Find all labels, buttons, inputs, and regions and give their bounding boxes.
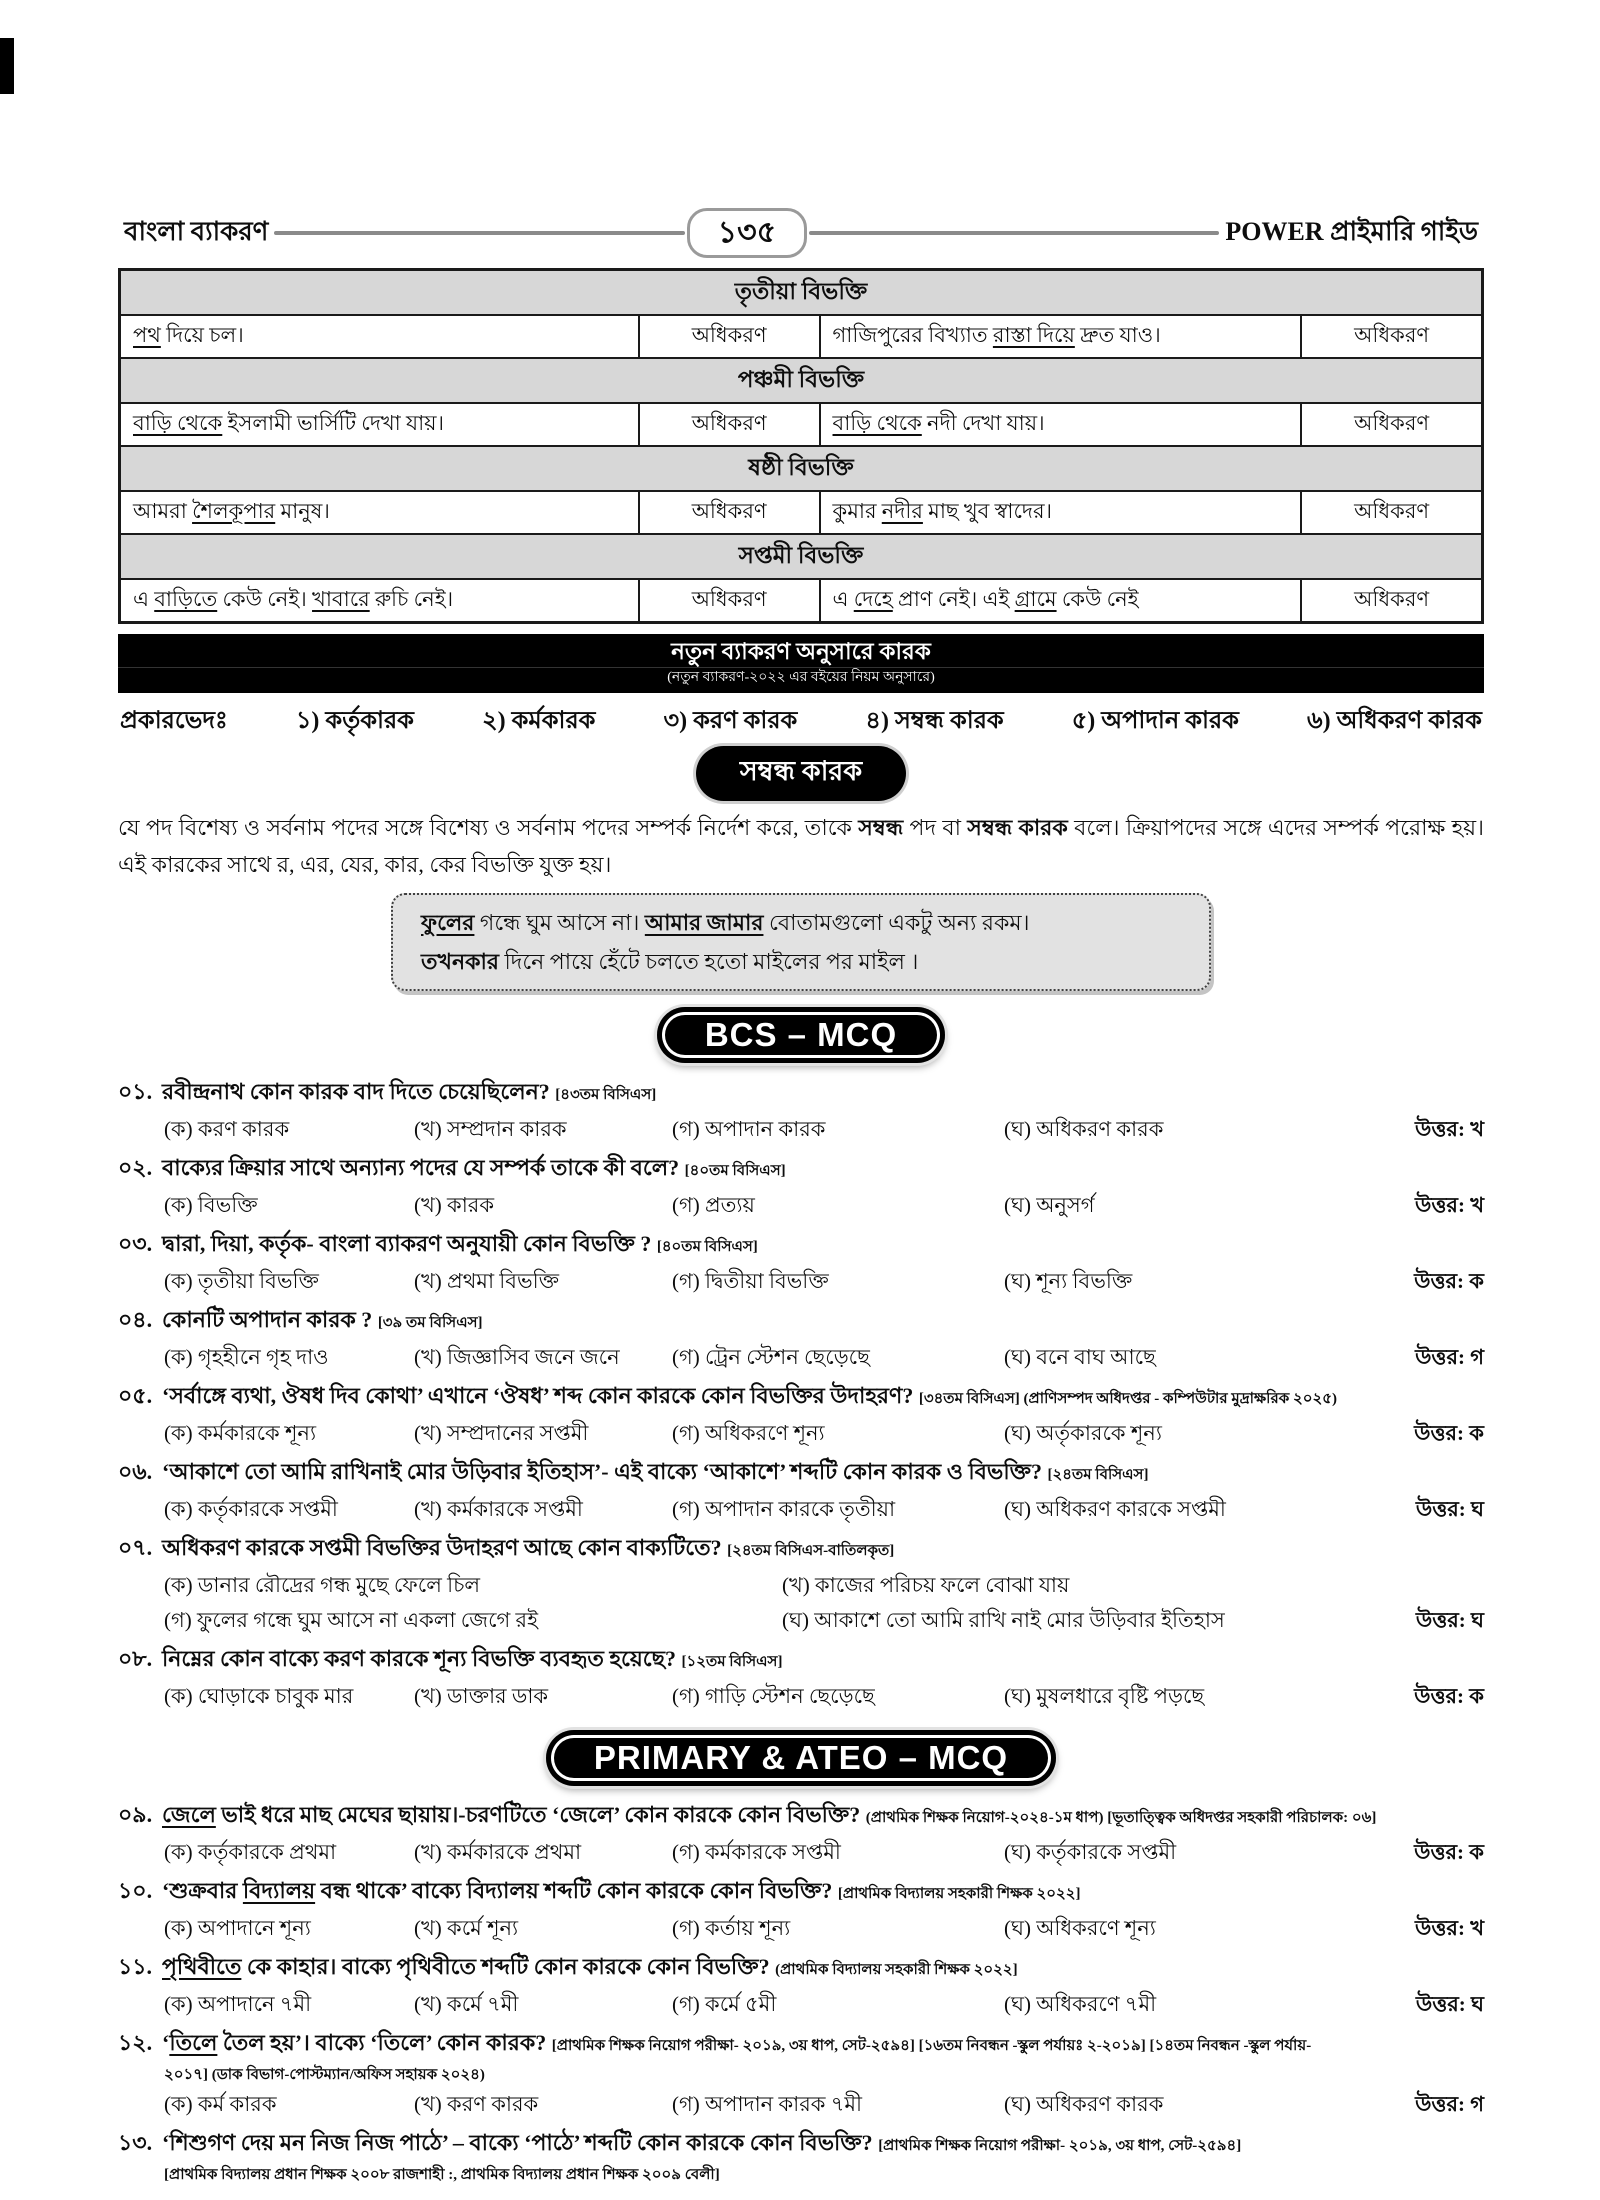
question-text: দ্বারা, দিয়া, কর্তৃক- বাংলা ব্যাকরণ অনুযায়ী কোন বিভক্তি ? (162, 1231, 652, 1256)
option-ka: (ক) বিভক্তি (164, 1193, 258, 1217)
option-ga: (গ) কর্মকারকে সপ্তমী (672, 1840, 841, 1864)
option-ka: (ক) অপাদানে ৭মী (164, 1992, 312, 2016)
option-ka: (ক) অপাদানে শূন্য (164, 1916, 311, 1940)
chapter-title: বাংলা ব্যাকরণ (124, 217, 269, 246)
option-kha: (খ) কর্মকারকে সপ্তমী (414, 1497, 583, 1521)
question-ref: [১২তম বিসিএস] (681, 1654, 783, 1670)
table-section-header: পঞ্চমী বিভক্তি (120, 358, 1483, 403)
question-text: অধিকরণ কারকে সপ্তমী বিভক্তির উদাহরণ আছে কোন বাক্যটিতে? (162, 1535, 722, 1560)
table-cell: এ বাড়িতে কেউ নেই। খাবারে রুচি নেই। (120, 579, 639, 623)
question-number: ০১. (118, 1079, 153, 1104)
option-ka: (ক) কর্তৃকারকে প্রথমা (164, 1840, 337, 1864)
answer: উত্তর: ক (1414, 1269, 1484, 1293)
option-gha: (ঘ) অধিকরণ কারকে সপ্তমী (1004, 1497, 1226, 1521)
option-kha: (খ) কর্মকারকে প্রথমা (414, 1840, 582, 1864)
option-kha: (খ) জিজ্ঞাসিব জনে জনে (414, 1345, 620, 1369)
option-gha: (ঘ) শূন্য বিভক্তি (1004, 1269, 1133, 1293)
options-row (118, 1492, 1484, 1527)
option-ka: (ক) তৃতীয়া বিভক্তি (164, 1269, 319, 1293)
option-ga: (গ) অপাদান কারকে তৃতীয়া (672, 1497, 896, 1521)
question-ref: [২৪তম বিসিএস] (1047, 1467, 1149, 1483)
question-line (118, 2126, 1484, 2163)
question-ref: [৩৯ তম বিসিএস] (377, 1315, 483, 1331)
answer: উত্তর: ঘ (1415, 1497, 1484, 1521)
option-ga: (গ) প্রত্যয় (672, 1193, 755, 1217)
option-ga: (গ) অধিকরণে শূন্য (672, 1421, 825, 1445)
question-ref-line2: [প্রাথমিক বিদ্যালয় প্রধান শিক্ষক ২০০৮ রাজশাহী :, প্রাথমিক বিদ্যালয় প্রধান শিক্ষক ২০০৯ বেলী] (164, 2167, 720, 2183)
question-line (118, 1151, 1484, 1188)
header-rule-right (809, 231, 1219, 235)
table-cell: অধিকরণ (639, 491, 820, 534)
option-gha: (ঘ) অনুসর্গ (1004, 1193, 1095, 1217)
table-cell: কুমার নদীর মাছ খুব স্বাদের। (820, 491, 1302, 534)
option-kha: (খ) কর্মে শূন্য (414, 1916, 519, 1940)
table-cell: বাড়ি থেকে ইসলামী ভার্সিটি দেখা যায়। (120, 403, 639, 446)
table-cell: বাড়ি থেকে নদী দেখা যায়। (820, 403, 1302, 446)
options-row (118, 1911, 1484, 1946)
option-kha: (খ) কারক (414, 1193, 495, 1217)
table-section-header: সপ্তমী বিভক্তি (120, 534, 1483, 579)
question-number: ০২. (118, 1155, 153, 1180)
option-ka: (ক) ঘোড়াকে চাবুক মার (164, 1684, 354, 1708)
option-gha: (ঘ) আকাশে তো আমি রাখি নাই মোর উড়িবার ইতিহাস (782, 1608, 1225, 1632)
example-line: তখনকার দিনে পায়ে হেঁটে চলতে হতো মাইলের পর মাইল । (421, 949, 919, 974)
options-row (118, 1416, 1484, 1451)
question-ref: [৩৪তম বিসিএস] (প্রাণিসম্পদ অধিদপ্তর - কম্পিউটার মুদ্রাক্ষরিক ২০২৫) (918, 1391, 1337, 1407)
question-number: ১১. (118, 1954, 153, 1979)
table-cell: পথ দিয়ে চল। (120, 315, 639, 358)
table-cell: অধিকরণ (1301, 579, 1482, 623)
option-gha: (ঘ) অধিকরণ কারক (1004, 2092, 1164, 2116)
option-ka: (ক) কর্তৃকারকে সপ্তমী (164, 1497, 338, 1521)
question-text: কোনটি অপাদান কারক ? (162, 1307, 373, 1332)
table-cell: অধিকরণ (639, 403, 820, 446)
option-ga: (গ) গাড়ি স্টেশন ছেড়েছে (672, 1684, 875, 1708)
karok-type-item: ৫) অপাদান কারক (1071, 708, 1239, 734)
option-gha: (ঘ) বনে বাঘ আছে (1004, 1345, 1156, 1369)
karok-types-line (120, 702, 1482, 742)
page-content (118, 208, 1484, 2191)
types-label: প্রকারভেদঃ (120, 708, 228, 734)
question-text: ‘সর্বাঙ্গে ব্যথা, ঔষধ দিব কোথা’ এখানে ‘ঔষধ’ শব্দ কোন কারকে কোন বিভক্তির উদাহরণ? (162, 1383, 914, 1408)
option-kha: (খ) সম্প্রদানের সপ্তমী (414, 1421, 589, 1445)
question (118, 1531, 1484, 1638)
options-row (118, 1603, 1484, 1638)
question (118, 2026, 1484, 2122)
question-line (118, 1303, 1484, 1340)
answer: উত্তর: খ (1415, 1916, 1484, 1940)
example-box (391, 893, 1211, 991)
option-ga: (গ) ফুলের গন্ধে ঘুম আসে না একলা জেগে রই (164, 1608, 539, 1632)
table-cell: গাজিপুরের বিখ্যাত রাস্তা দিয়ে দ্রুত যাও। (820, 315, 1302, 358)
answer: উত্তর: খ (1415, 1193, 1484, 1217)
question-text: ‘তিলে তৈল হয়’। বাক্যে ‘তিলে’ কোন কারক? (162, 2030, 547, 2055)
question-text: পৃথিবীতে কে কাহার। বাক্যে পৃথিবীতে শব্দটি কোন কারকে কোন বিভক্তি? (162, 1954, 770, 1979)
question-number: ০৯. (118, 1802, 153, 1827)
question-ref-line2: ২০১৭] (ডাক বিভাগ-পোস্টম্যান/অফিস সহায়ক ২০২৪) (164, 2067, 485, 2083)
bcs-mcq-badge: BCS – MCQ (657, 1007, 945, 1063)
option-gha: (ঘ) কর্তৃকারকে সপ্তমী (1004, 1840, 1177, 1864)
options-row (118, 1835, 1484, 1870)
option-ga: (গ) দ্বিতীয়া বিভক্তি (672, 1269, 829, 1293)
question-ref: [৪৩তম বিসিএস] (555, 1087, 657, 1103)
answer: উত্তর: খ (1415, 1117, 1484, 1141)
option-ga: (গ) অপাদান কারক ৭মী (672, 2092, 863, 2116)
question (118, 1798, 1484, 1870)
table-cell: অধিকরণ (639, 315, 820, 358)
options-row (118, 1264, 1484, 1299)
primary-question-list (118, 1798, 1484, 2187)
question-number: ০৫. (118, 1383, 153, 1408)
karok-type-item: ২) কর্মকারক (481, 708, 596, 734)
book-title: POWER প্রাইমারি গাইড (1225, 217, 1478, 246)
option-ka: (ক) কর্ম কারক (164, 2092, 277, 2116)
question-ref: [৪০তম বিসিএস] (684, 1163, 786, 1179)
question-line (118, 1642, 1484, 1679)
question-text: নিম্নের কোন বাক্যে করণ কারকে শূন্য বিভক্তি ব্যবহৃত হয়েছে? (162, 1646, 676, 1671)
table-cell: আমরা শৈলকূপার মানুষ। (120, 491, 639, 534)
question (118, 1874, 1484, 1946)
question (118, 1455, 1484, 1527)
table-cell: এ দেহে প্রাণ নেই। এই গ্রামে কেউ নেই (820, 579, 1302, 623)
option-kha: (খ) কাজের পরিচয় ফলে বোঝা যায় (782, 1573, 1070, 1597)
question-ref: [প্রাথমিক শিক্ষক নিয়োগ পরীক্ষা- ২০১৯, ৩য় ধাপ, সেট-২৫৯৪] (878, 2138, 1242, 2154)
page-header (118, 208, 1484, 258)
question-ref: [৪০তম বিসিএস] (656, 1239, 758, 1255)
table-cell: অধিকরণ (1301, 491, 1482, 534)
question-number: ০৭. (118, 1535, 153, 1560)
options-row (118, 1188, 1484, 1223)
option-ka: (ক) করণ কারক (164, 1117, 290, 1141)
question-line (118, 1227, 1484, 1264)
question-line (118, 1950, 1484, 1987)
banner-title: নতুন ব্যাকরণ অনুসারে কারক (671, 639, 931, 664)
answer: উত্তর: ক (1414, 1840, 1484, 1864)
question-ref: (প্রাথমিক বিদ্যালয় সহকারী শিক্ষক ২০২২] (775, 1962, 1018, 1978)
answer: উত্তর: ক (1414, 1684, 1484, 1708)
question (118, 1227, 1484, 1299)
scan-artifact (0, 38, 14, 94)
question-line (118, 1874, 1484, 1911)
option-ka: (ক) কর্মকারকে শূন্য (164, 1421, 317, 1445)
question-number: ১৩. (118, 2130, 153, 2155)
options-row (118, 1340, 1484, 1375)
option-kha: (খ) ডাক্তার ডাক (414, 1684, 549, 1708)
question-number: ০৮. (118, 1646, 153, 1671)
option-gha: (ঘ) অর্তৃকারকে শূন্য (1004, 1421, 1162, 1445)
definition-paragraph: যে পদ বিশেষ্য ও সর্বনাম পদের সঙ্গে বিশেষ্য ও সর্বনাম পদের সম্পর্ক নির্দেশ করে, তাকে সম্বন্ধ পদ বা সম্বন্ধ কারক বলে। ক্রিয়াপদের সঙ্গে এদের সম্পর্ক পরোক্ষ হয়। এই কারকের সাথে র, এর, যের, কার, কের বিভক্তি যুক্ত হয়। (118, 815, 1484, 877)
question-line (118, 1455, 1484, 1492)
question (118, 1950, 1484, 2022)
question-number: ০৪. (118, 1307, 153, 1332)
table-cell: অধিকরণ (1301, 403, 1482, 446)
answer: উত্তর: গ (1415, 1345, 1484, 1369)
options-row (118, 1987, 1484, 2022)
question-text: ‘শিশুগণ দেয় মন নিজ নিজ পাঠে’ – বাক্যে ‘পাঠে’ শব্দটি কোন কারকে কোন বিভক্তি? (162, 2130, 873, 2155)
option-ka: (ক) গৃহহীনে গৃহ দাও (164, 1345, 329, 1369)
karok-type-item: ৪) সম্বন্ধ কারক (865, 708, 1004, 734)
option-ga: (গ) ট্রেন স্টেশন ছেড়েছে (672, 1345, 870, 1369)
table-section-header: ষষ্ঠী বিভক্তি (120, 446, 1483, 491)
table-cell: অধিকরণ (639, 579, 820, 623)
question-ref: (প্রাথমিক শিক্ষক নিয়োগ-২০২৪-১ম ধাপ) [ভূতাত্ত্বিক অধিদপ্তর সহকারী পরিচালক: ০৬] (865, 1810, 1377, 1826)
section-badge-sombondho-karok: সম্বন্ধ কারক (696, 746, 906, 801)
table-row (120, 579, 1483, 623)
question-number: ০৩. (118, 1231, 153, 1256)
question-text: রবীন্দ্রনাথ কোন কারক বাদ দিতে চেয়েছিলেন? (162, 1079, 550, 1104)
question-text: ‘শুক্রবার বিদ্যালয় বন্ধ থাকে’ বাক্যে বিদ্যালয় শব্দটি কোন কারকে কোন বিভক্তি? (162, 1878, 833, 1903)
question-line (118, 1531, 1484, 1568)
karok-type-item: ৬) অধিকরণ কারক (1307, 708, 1482, 734)
karok-banner (118, 634, 1484, 693)
option-kha: (খ) করণ কারক (414, 2092, 539, 2116)
option-ga: (গ) কর্মে ৫মী (672, 1992, 777, 2016)
option-kha: (খ) কর্মে ৭মী (414, 1992, 519, 2016)
table-row (120, 315, 1483, 358)
question-line (118, 1379, 1484, 1416)
question-number: ১০. (118, 1878, 153, 1903)
option-gha: (ঘ) অধিকরণ কারক (1004, 1117, 1164, 1141)
option-gha: (ঘ) মুষলধারে বৃষ্টি পড়ছে (1004, 1684, 1205, 1708)
question (118, 1379, 1484, 1451)
answer: উত্তর: ক (1414, 1421, 1484, 1445)
question (118, 1151, 1484, 1223)
question (118, 1075, 1484, 1147)
answer: উত্তর: ঘ (1415, 1608, 1484, 1632)
page-number: ১৩৫ (687, 208, 807, 258)
example-line: ফুলের গন্ধে ঘুম আসে না। আমার জামার বোতামগুলো একটু অন্য রকম। (421, 910, 1030, 935)
question-ref: [২৪তম বিসিএস-বাতিলকৃত] (727, 1543, 895, 1559)
question-text: ‘আকাশে তো আমি রাখিনাই মোর উড়িবার ইতিহাস’- এই বাক্যে ‘আকাশে’ শব্দটি কোন কারক ও বিভক্তি? (162, 1459, 1042, 1484)
question-text: বাক্যের ক্রিয়ার সাথে অন্যান্য পদের যে সম্পর্ক তাকে কী বলে? (162, 1155, 680, 1180)
karok-type-item: ৩) করণ কারক (663, 708, 798, 734)
option-gha: (ঘ) অধিকরণে ৭মী (1004, 1992, 1157, 2016)
question-number: ০৬. (118, 1459, 153, 1484)
question-line (118, 1798, 1484, 1835)
options-row (118, 1568, 1484, 1603)
question (118, 2126, 1484, 2187)
banner-subtitle: (নতুন ব্যাকরণ-২০২২ এর বইয়ের নিয়ম অনুসারে) (118, 667, 1484, 688)
bcs-question-list (118, 1075, 1484, 1714)
question-line (118, 2026, 1484, 2063)
option-kha: (খ) সম্প্রদান কারক (414, 1117, 567, 1141)
question-line (118, 1075, 1484, 1112)
bibhokti-example-table (118, 268, 1484, 624)
answer: উত্তর: গ (1415, 2092, 1484, 2116)
question (118, 1303, 1484, 1375)
options-row (118, 1112, 1484, 1147)
karok-type-item: ১) কর্তৃকারক (295, 708, 414, 734)
question-text: জেলে ভাই ধরে মাছ মেঘের ছায়ায়।-চরণটিতে ‘জেলে’ কোন কারকে কোন বিভক্তি? (162, 1802, 861, 1827)
options-row (118, 2087, 1484, 2122)
option-ga: (গ) অপাদান কারক (672, 1117, 826, 1141)
option-ga: (গ) কর্তায় শূন্য (672, 1916, 791, 1940)
option-ka: (ক) ডানার রৌদ্রের গন্ধ মুছে ফেলে চিল (164, 1573, 481, 1597)
example-wrap (118, 893, 1484, 991)
question (118, 1642, 1484, 1714)
answer: উত্তর: ঘ (1415, 1992, 1484, 2016)
table-section-header: তৃতীয়া বিভক্তি (120, 270, 1483, 316)
question-ref: [প্রাথমিক বিদ্যালয় সহকারী শিক্ষক ২০২২] (837, 1886, 1081, 1902)
option-kha: (খ) প্রথমা বিভক্তি (414, 1269, 560, 1293)
primary-ateo-mcq-badge: PRIMARY & ATEO – MCQ (546, 1730, 1056, 1786)
question-number: ১২. (118, 2030, 153, 2055)
question-ref: [প্রাথমিক শিক্ষক নিয়োগ পরীক্ষা- ২০১৯, ৩য় ধাপ, সেট-২৫৯৪] [১৬তম নিবন্ধন -স্কুল পর্যায়ঃ ২-২০১৯] [১৪তম নিবন্ধন -স্কুল পর্যায়- (551, 2038, 1312, 2054)
table-cell: অধিকরণ (1301, 315, 1482, 358)
option-gha: (ঘ) অধিকরণে শূন্য (1004, 1916, 1156, 1940)
table-row (120, 403, 1483, 446)
options-row (118, 1679, 1484, 1714)
header-rule-left (274, 231, 684, 235)
table-row (120, 491, 1483, 534)
